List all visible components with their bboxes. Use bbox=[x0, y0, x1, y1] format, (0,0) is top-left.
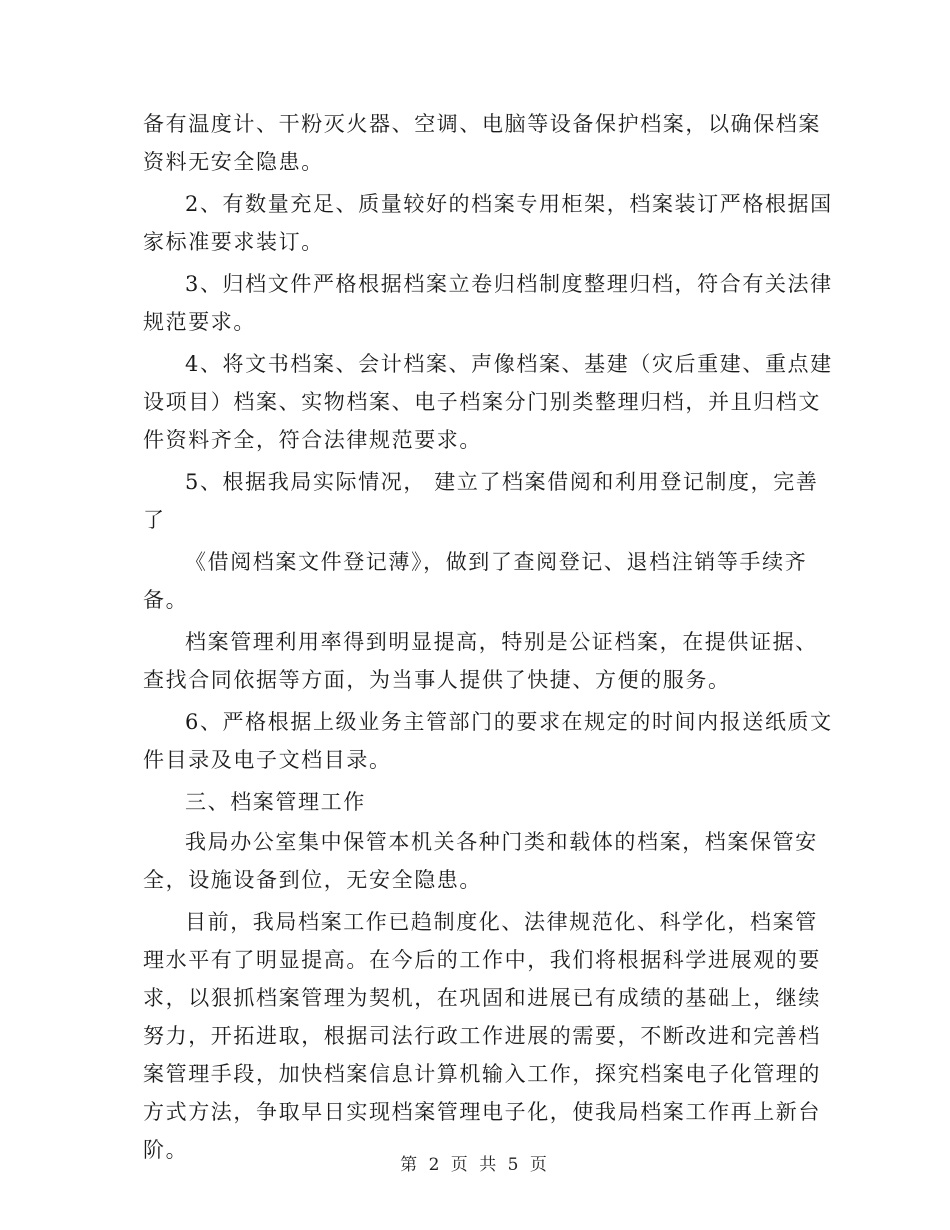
text-line: 档案管理利用率得到明显提高，特别是公证档案，在提供证据、 bbox=[185, 630, 818, 654]
text-line: 阶。 bbox=[143, 1138, 189, 1162]
text-line: 《借阅档案文件登记薄》，做到了查阅登记、退档注销等手续齐 bbox=[185, 550, 808, 574]
text-line: 家标准要求装订。 bbox=[143, 230, 324, 254]
text-line: 了 bbox=[143, 508, 166, 532]
text-line: 全，设施设备到位，无安全隐患。 bbox=[143, 868, 482, 892]
text-line: 设项目）档案、实物档案、电子档案分门别类整理归档，并且归档文 bbox=[143, 390, 821, 414]
page-number-footer: 第 2 页 共 5 页 bbox=[400, 1155, 550, 1175]
text-line: 查找合同依据等方面，为当事人提供了快捷、方便的服务。 bbox=[143, 668, 731, 692]
text-line: 我局办公室集中保管本机关各种门类和载体的档案，档案保管安 bbox=[185, 830, 818, 854]
text-line: 资料无安全隐患。 bbox=[143, 150, 324, 174]
text-line: 方式方法，争取早日实现档案管理电子化，使我局档案工作再上新台 bbox=[143, 1100, 821, 1124]
text-line: 规范要求。 bbox=[143, 310, 256, 334]
text-line: 3、归档文件严格根据档案立卷归档制度整理归档，符合有关法律 bbox=[185, 272, 833, 296]
text-line: 案管理手段，加快档案信息计算机输入工作，探究档案电子化管理的 bbox=[143, 1062, 821, 1086]
section-heading: 三、档案管理工作 bbox=[185, 790, 366, 814]
text-line: 努力，开拓进取，根据司法行政工作进展的需要，不断改进和完善档 bbox=[143, 1024, 821, 1048]
text-line: 备有温度计、干粉灭火器、空调、电脑等设备保护档案，以确保档案 bbox=[143, 112, 821, 136]
text-line: 件目录及电子文档目录。 bbox=[143, 748, 392, 772]
text-line: 6、严格根据上级业务主管部门的要求在规定的时间内报送纸质文 bbox=[185, 710, 833, 734]
text-line: 件资料齐全，符合法律规范要求。 bbox=[143, 428, 482, 452]
text-line: 求，以狠抓档案管理为契机，在巩固和进展已有成绩的基础上，继续 bbox=[143, 986, 821, 1010]
text-line: 目前，我局档案工作已趋制度化、法律规范化、科学化，档案管 bbox=[185, 910, 818, 934]
text-line: 2、有数量充足、质量较好的档案专用柜架，档案装订严格根据国 bbox=[185, 192, 833, 216]
text-line: 理水平有了明显提高。在今后的工作中，我们将根据科学进展观的要 bbox=[143, 948, 821, 972]
text-line: 5、根据我局实际情况， 建立了档案借阅和利用登记制度，完善 bbox=[185, 470, 819, 494]
text-line: 备。 bbox=[143, 588, 189, 612]
text-line: 4、将文书档案、会计档案、声像档案、基建（灾后重建、重点建 bbox=[185, 352, 833, 376]
